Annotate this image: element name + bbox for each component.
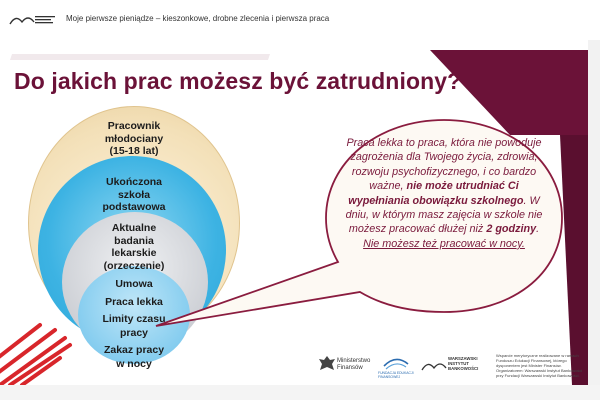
label-medical-exam: Aktualne badania lekarskie (orzeczenie) (103, 222, 165, 272)
label-young-worker: Pracownik młodociany (15-18 lat) (104, 120, 164, 157)
slide-heading: Do jakich prac możesz być zatrudniony? (14, 68, 462, 94)
label-primary-school: Ukończona szkoła podstawowa (102, 176, 166, 213)
funding-note: Wsparcie merytoryczne realizowane w ramach Funduszu Edukacji Finansowej, którego dysponentem jest Minister Finansów. Organizatorem: Warszawski Instytut Bankowości przy Fundacji Warszawski Instytut Bankowości. (496, 353, 583, 378)
wib-footer-logo-text: WARSZAWSKI INSTYTUT BANKOWOŚCI (448, 356, 479, 371)
presentation-title: Moje pierwsze pieniądze – kieszonkowe, drobne zlecenia i pierwsza praca (66, 14, 330, 23)
wib-logo-icon (8, 10, 56, 30)
slide (0, 40, 600, 385)
eagle-emblem-icon (318, 354, 336, 374)
label-contract: Umowa Praca lekka Limity czasu pracy Zakaz pracy w nocy (102, 278, 166, 370)
bubble-text: Praca lekka to praca, która nie powoduje zagrożenia dla Twojego życia, zdrowia, rozwoju psychofizycznego, i co bardzo ważne, nie może utrudniać Ci wypełniania obowiązku szkolnego. W dniu, w którym masz zajęcia w szkole nie możesz pracować dłużej niż 2 godziny. Nie możesz też pracować w nocy. (345, 137, 543, 250)
app-header (0, 0, 600, 41)
fundacja-logo-text: FUNDACJA EDUKACJI FINANSOWEJ (378, 371, 414, 379)
right-strip (588, 40, 600, 385)
ministry-logo-text: Ministerstwo Finansów (337, 358, 371, 371)
bottom-bar (0, 385, 600, 400)
